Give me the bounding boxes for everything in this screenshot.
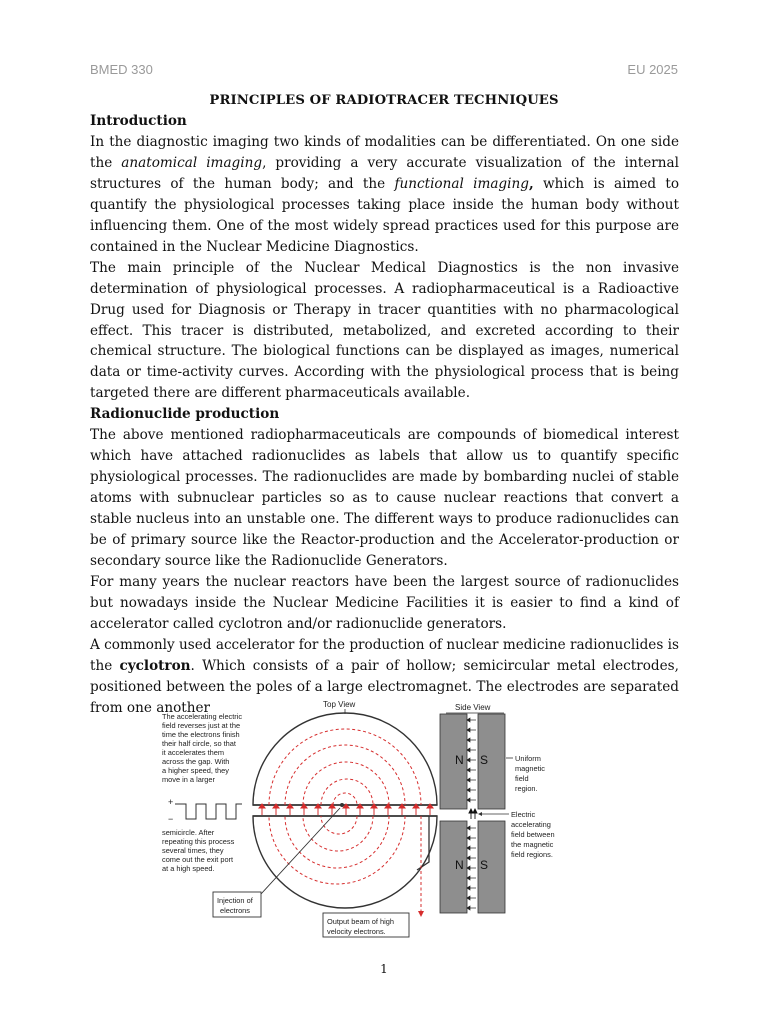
lower-dee bbox=[253, 816, 437, 908]
header-term: EU 2025 bbox=[627, 62, 678, 77]
svg-text:field between: field between bbox=[511, 830, 555, 839]
minus-sign: − bbox=[168, 814, 174, 824]
svg-text:The accelerating electric: The accelerating electric bbox=[162, 712, 243, 721]
header-course: BMED 330 bbox=[90, 62, 153, 77]
svg-text:field regions.: field regions. bbox=[511, 850, 553, 859]
svg-text:at a high speed.: at a high speed. bbox=[162, 864, 215, 873]
electron-source-dot bbox=[340, 803, 344, 807]
emphasis-cyclotron: cyclotron bbox=[119, 657, 191, 674]
svg-text:field reverses just at the: field reverses just at the bbox=[162, 721, 241, 730]
paragraph-reactors: For many years the nuclear reactors have been the largest source of radionuclides but nowadays inside the Nuclear Medicine Facilities it is easier to find a kind of accelerator called cyclotron and/or radionuclide generators. bbox=[90, 573, 679, 632]
electric-field-arrows bbox=[469, 809, 477, 819]
lower-pole-n: N bbox=[455, 858, 464, 872]
emphasis-functional-imaging: functional imaging bbox=[394, 175, 529, 192]
svg-text:several times, they: several times, they bbox=[162, 846, 224, 855]
svg-text:accelerating: accelerating bbox=[511, 820, 551, 829]
emphasis-anatomical-imaging: anatomical imaging bbox=[121, 154, 263, 171]
svg-text:move in a larger: move in a larger bbox=[162, 775, 215, 784]
section-heading-introduction: Introduction bbox=[90, 113, 187, 129]
magnetic-field-label bbox=[506, 754, 545, 793]
svg-text:the magnetic: the magnetic bbox=[511, 840, 554, 849]
section-heading-radionuclide-production: Radionuclide production bbox=[90, 406, 280, 423]
paragraph-cyclotron: A commonly used accelerator for the production of nuclear medicine radionuclides is the cyclotron. Which consists of a pair of hollow; semicircular metal electrodes, positioned between the poles of a large electromagnet. The electrodes are separated from one another bbox=[90, 636, 679, 716]
svg-text:Uniform: Uniform bbox=[515, 754, 541, 763]
upper-pole-s: S bbox=[480, 753, 489, 767]
document-body bbox=[90, 111, 679, 719]
paragraph-radiopharmaceuticals: The above mentioned radiopharmaceuticals are compounds of biomedical interest which have attached radionuclides as labels that allow us to quantify specific physiological processes. The radionuclides are made by bombarding nuclei of stable atoms with subnuclear particles so as to cause nuclear reactions that convert a stable nucleus into an unstable one. The different ways to produce radionuclides can be of primary source like the Reactor-production and the Accelerator-production or secondary source like the Radionuclide Generators. bbox=[90, 427, 679, 570]
svg-text:region.: region. bbox=[515, 784, 538, 793]
svg-text:Output beam of high: Output beam of high bbox=[327, 917, 394, 926]
svg-text:semicircle. After: semicircle. After bbox=[162, 828, 215, 837]
svg-text:velocity electrons.: velocity electrons. bbox=[327, 927, 386, 936]
plus-sign: + bbox=[168, 797, 174, 807]
square-wave bbox=[175, 804, 242, 819]
side-view-label: Side View bbox=[455, 703, 491, 712]
svg-text:field: field bbox=[515, 774, 529, 783]
svg-text:a higher speed, they: a higher speed, they bbox=[162, 766, 229, 775]
page-number: 1 bbox=[380, 962, 388, 976]
document-title: PRINCIPLES OF RADIOTRACER TECHNIQUES bbox=[209, 93, 559, 108]
svg-text:time the electrons finish: time the electrons finish bbox=[162, 730, 240, 739]
electron-spiral bbox=[269, 729, 421, 913]
left-annotation bbox=[162, 712, 242, 873]
svg-text:it accelerates them: it accelerates them bbox=[162, 748, 225, 757]
svg-text:electrons: electrons bbox=[220, 906, 250, 915]
cyclotron-diagram bbox=[158, 698, 578, 943]
svg-text:Injection of: Injection of bbox=[217, 896, 253, 905]
svg-text:magnetic: magnetic bbox=[515, 764, 545, 773]
paragraph-imaging-modalities: In the diagnostic imaging two kinds of modalities can be differentiated. On one side the anatomical imaging, providing a very accurate visualization of the internal structures of the human body; and the functional imaging, which is aimed to quantify the physiological processes taking place inside the human body without influencing them. One of the most widely spread practices used for this purpose are contained in the Nuclear Medicine Diagnostics. bbox=[90, 133, 679, 255]
svg-text:come out the exit port: come out the exit port bbox=[162, 855, 234, 864]
upper-pole-n: N bbox=[455, 753, 464, 767]
svg-text:across the gap. With: across the gap. With bbox=[162, 757, 230, 766]
top-view-label: Top View bbox=[323, 700, 356, 709]
upper-dee bbox=[253, 713, 437, 805]
svg-text:Electric: Electric bbox=[511, 810, 536, 819]
svg-text:their half circle, so that: their half circle, so that bbox=[162, 739, 236, 748]
exit-port bbox=[417, 816, 429, 870]
svg-text:repeating this process: repeating this process bbox=[162, 837, 235, 846]
magnet-poles bbox=[440, 714, 505, 913]
lower-pole-s: S bbox=[480, 858, 489, 872]
paragraph-nuclear-diagnostics: The main principle of the Nuclear Medical Diagnostics is the non invasive determination of physiological processes. A radiopharmaceutical is a Radioactive Drug used for Diagnosis or Therapy in tracer quantities with no pharmacological effect. This tracer is distributed, metabolized, and excreted according to their chemical structure. The biological functions can be displayed as images, numerical data or time-activity curves. According with the physiological process that is being targeted there are different pharmaceuticals available. bbox=[90, 259, 679, 402]
